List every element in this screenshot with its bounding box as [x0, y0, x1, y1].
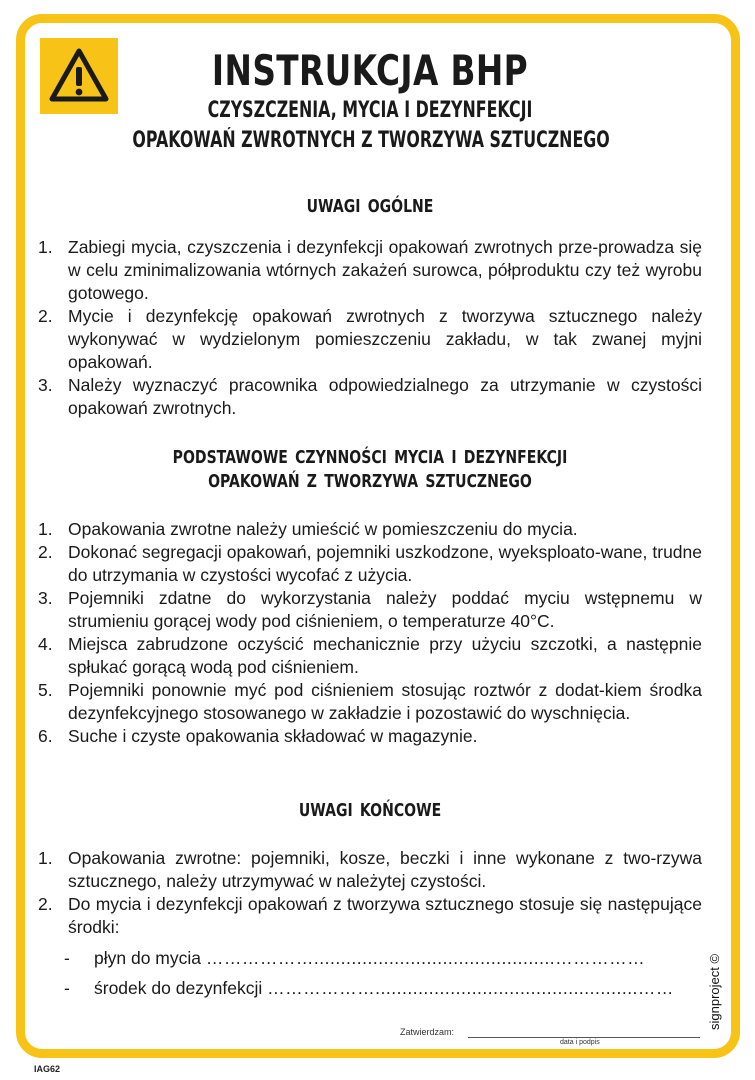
list-item: 1. Zabiegi mycia, czyszczenia i dezynfekcji opakowań zwrotnych prze-prowadza się w celu zminimalizowania wtórnych zakażeń surowca, półproduktu czy też wyrobu gotowego. [38, 237, 702, 303]
list-item: 4. Miejsca zabrudzone oczyścić mechanicznie przy użyciu szczotki, a następnie spłukać gorącą wodą pod ciśnieniem. [38, 634, 702, 677]
list-item: 1. Opakowania zwrotne należy umieścić w pomieszczeniu do mycia. [38, 519, 578, 539]
document-subtitle-line1: CZYSZCZENIA, MYCIA I DEZYNFEKCJI [207, 98, 533, 123]
list-item: 3. Pojemniki zdatne do wykorzystania należy poddać myciu wstępnemu w strumieniu gorącej wody pod ciśnieniem, o temperaturze 40°C. [38, 588, 702, 631]
section-heading-general: UWAGI OGÓLNE [306, 196, 434, 217]
list-item: 1. Opakowania zwrotne: pojemniki, kosze, beczki i inne wykonane z two-rzywa sztucznego, należy utrzymywać w należytej czystości. [38, 848, 702, 891]
signature-line [468, 1037, 700, 1038]
section-heading-final: UWAGI KOŃCOWE [298, 800, 442, 821]
list-item: 5. Pojemniki ponownie myć pod ciśnieniem stosując roztwór z dodat-kiem środka dezynfekcyjnego stosowanego w zakładzie i pozostawić do wyschnięcia. [38, 680, 702, 723]
basic-steps-list [38, 518, 702, 748]
approval-label: Zatwierdzam: [400, 1027, 455, 1037]
list-item: 2. Do mycia i dezynfekcji opakowań z tworzywa sztucznego stosuje się następujące środki: [38, 894, 702, 937]
disinfectant-line: - środek do dezynfekcji ……………….................................................…… [64, 978, 674, 998]
sign-code: IAG62 [34, 1064, 61, 1074]
list-item: 3. Należy wyznaczyć pracownika odpowiedzialnego za utrzymanie w czystości opakowań zwrotnych. [38, 375, 702, 418]
list-item: 2. Mycie i dezynfekcję opakowań zwrotnych z tworzywa sztucznego należy wykonywać w wydzielonym pomieszczeniu zakładu, w tak zwanej myjni opakowań. [38, 306, 702, 372]
cleaning-agent-line: - płyn do mycia ……………….............................................…………… [64, 948, 646, 968]
warning-badge [40, 38, 118, 114]
signature-caption: data i podpis [560, 1039, 600, 1046]
list-item: 6. Suche i czyste opakowania składować w magazynie. [38, 726, 478, 746]
vendor-mark: signproject © [707, 953, 722, 1030]
section-heading-basic-steps-line1: PODSTAWOWE CZYNNOŚCI MYCIA I DEZYNFEKCJI [172, 447, 568, 468]
document-title: INSTRUKCJA BHP [211, 46, 529, 95]
document-subtitle-line2: OPAKOWAŃ ZWROTNYCH Z TWORZYWA SZTUCZNEGO [132, 128, 610, 153]
warning-triangle-icon [46, 43, 112, 109]
general-notes-list [38, 236, 702, 420]
final-notes-list [38, 847, 702, 939]
list-item: 2. Dokonać segregacji opakowań, pojemniki uszkodzone, wyeksploato-wane, trudne do utrzymania w czystości wycofać z użycia. [38, 542, 702, 585]
section-heading-basic-steps-line2: OPAKOWAŃ Z TWORZYWA SZTUCZNEGO [208, 471, 532, 492]
